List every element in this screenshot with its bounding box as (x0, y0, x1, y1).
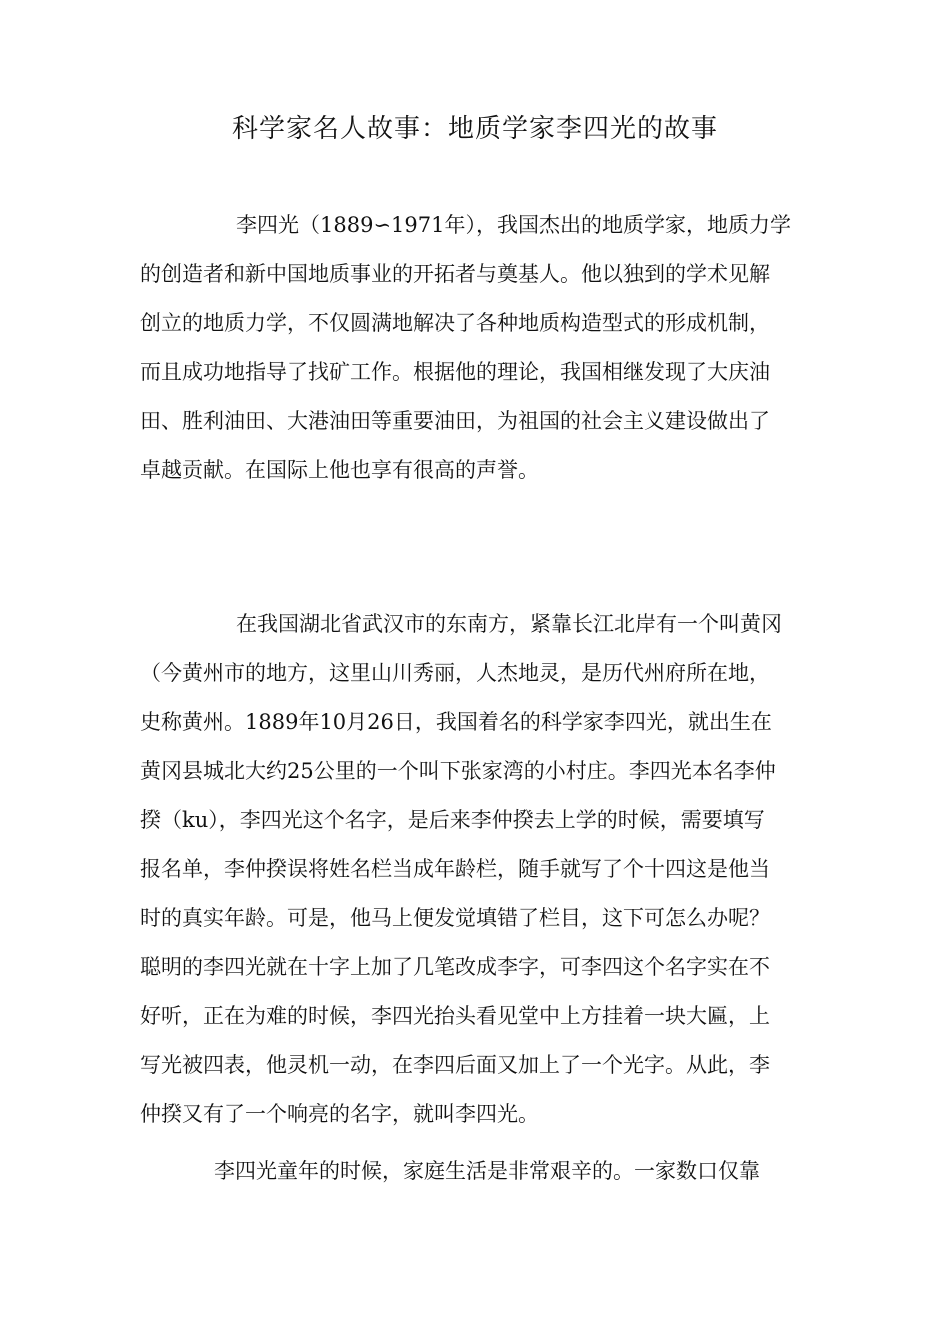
text-line: 时的真实年龄。可是，他马上便发觉填错了栏目，这下可怎么办呢？ (140, 906, 770, 930)
text-line: 李四光（1889∽1971年），我国杰出的地质学家，地质力学 (236, 213, 791, 237)
text-line: 创立的地质力学，不仅圆满地解决了各种地质构造型式的形成机制， (140, 311, 770, 335)
paragraph-3 (140, 1147, 830, 1196)
text-line: 的创造者和新中国地质事业的开拓者与奠基人。他以独到的学术见解 (140, 262, 770, 286)
text-line: 聪明的李四光就在十字上加了几笔改成李字，可李四这个名字实在不 (140, 955, 770, 979)
text-line: 仲揆又有了一个响亮的名字，就叫李四光。 (140, 1102, 539, 1126)
text-line: 报名单，李仲揆误将姓名栏当成年龄栏，随手就写了个十四这是他当 (140, 857, 770, 881)
text-line: 揆（ku），李四光这个名字，是后来李仲揆去上学的时候，需要填写 (140, 808, 765, 832)
text-line: 史称黄州。1889年10月26日，我国着名的科学家李四光，就出生在 (140, 710, 772, 734)
text-line: 写光被四表，他灵机一动，在李四后面又加上了一个光字。从此，李 (140, 1053, 770, 1077)
text-line: 在我国湖北省武汉市的东南方，紧靠长江北岸有一个叫黄冈 (236, 612, 782, 636)
text-line: 卓越贡献。在国际上他也享有很高的声誉。 (140, 458, 539, 482)
text-line: 李四光童年的时候，家庭生活是非常艰辛的。一家数口仅靠 (214, 1159, 760, 1183)
document-title: 科学家名人故事：地质学家李四光的故事 (231, 114, 718, 144)
text-line: 黄冈县城北大约25公里的一个叫下张家湾的小村庄。李四光本名李仲 (140, 759, 776, 783)
text-line: 好听，正在为难的时候，李四光抬头看见堂中上方挂着一块大匾，上 (140, 1004, 770, 1028)
paragraph-1 (140, 201, 830, 495)
paragraph-2 (140, 600, 830, 1139)
text-line: 田、胜利油田、大港油田等重要油田，为祖国的社会主义建设做出了 (140, 409, 770, 433)
text-line: （今黄州市的地方，这里山川秀丽，人杰地灵，是历代州府所在地， (140, 661, 770, 685)
text-line: 而且成功地指导了找矿工作。根据他的理论，我国相继发现了大庆油 (140, 360, 770, 384)
